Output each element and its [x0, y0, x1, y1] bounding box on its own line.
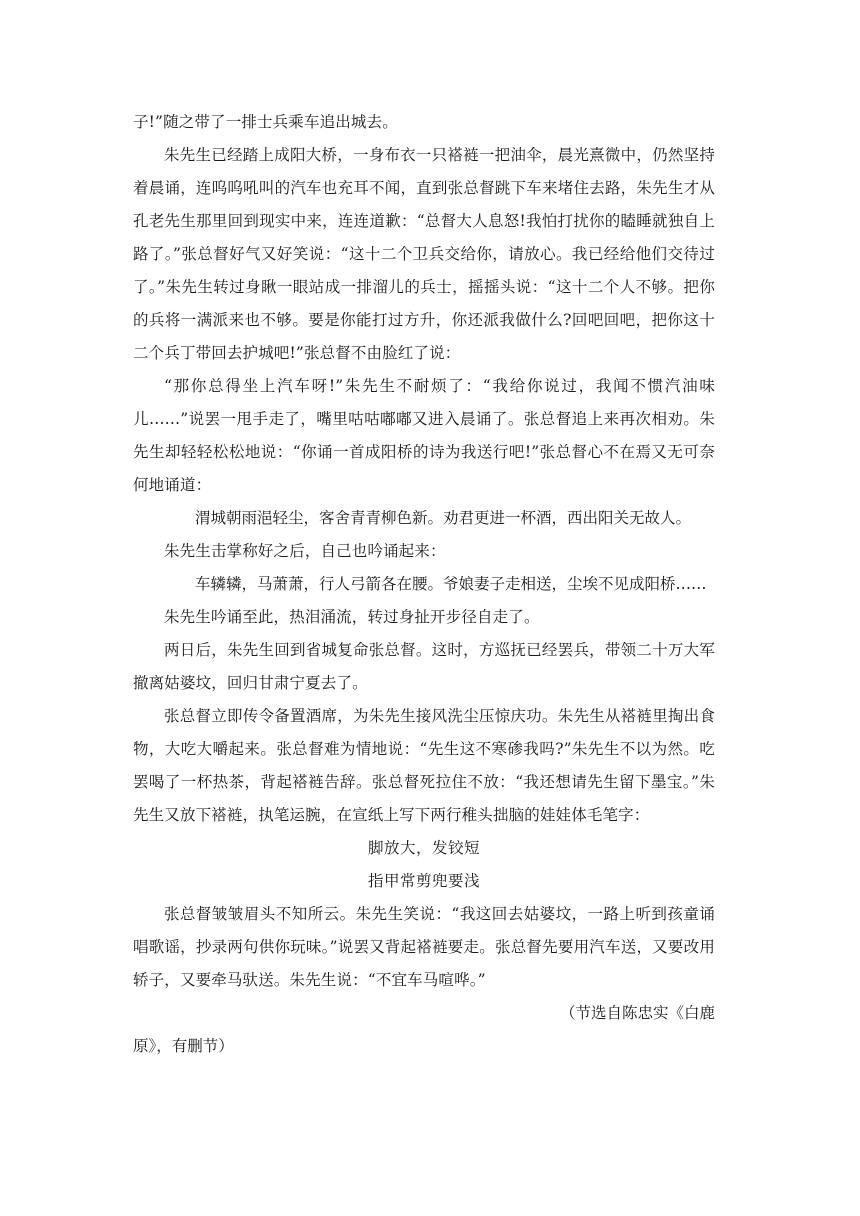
paragraph-3: “那你总得坐上汽车呀!”朱先生不耐烦了：“我给你说过，我闻不惯汽油味儿……”说罢一甩手走了，嘴里咕咕嘟嘟又进入晨诵了。张总督追上来再次相劝。朱先生却轻轻松松地说：“你诵一首成阳桥的诗为我送行吧!”张总督心不在焉又无可奈何地诵道： — [133, 377, 715, 494]
paragraph-2: 朱先生已经踏上成阳大桥，一身布衣一只褡裢一把油伞，晨光熹微中，仍然坚持着晨诵，连呜呜吼叫的汽车也充耳不闻，直到张总督跳下车来堵住去路，朱先生才从孔老先生那里回到现实中来，连连道歉：“总督大人息怒!我怕打扰你的瞌睡就独自上路了。”张总督好气又好笑说：“这十二个卫兵交给你，请放心。我已经给他们交待过了。”朱先生转过身瞅一眼站成一排溜儿的兵士，摇摇头说：“这十二个人不够。把你的兵将一满派来也不够。要是你能打过方升，你还派我做什么?回吧回吧，把你这十二个兵丁带回去护城吧!”张总督不由脸红了说： — [133, 146, 715, 362]
paragraph-4: 朱先生击掌称好之后，自己也吟诵起来： — [164, 542, 446, 560]
paragraph-1: 子!”随之带了一排士兵乘车追出城去。 — [133, 113, 398, 131]
calligraphy-line-2: 指甲常剪兜要浅 — [367, 872, 480, 890]
source-citation-tail: 原》，有删节） — [133, 1037, 234, 1055]
paragraph-8: 张总督皱皱眉头不知所云。朱先生笑说：“我这回去姑婆坟，一路上听到孩童诵唱歌谣，抄录两句供你玩味。”说罢又背起褡裢要走。张总督先要用汽车送，又要改用轿子，又要牵马驮送。朱先生说：“不宜车马喧哗。” — [133, 905, 715, 989]
poem-weicheng: 渭城朝雨浥轻尘，客舍青青柳色新。劝君更进一杯酒，西出阳关无故人。 — [195, 509, 692, 527]
paragraph-5: 朱先生吟诵至此，热泪涌流，转过身扯开步径自走了。 — [164, 608, 540, 626]
poem-chelin: 车辚辚，马萧萧，行人弓箭各在腰。爷娘妻子走相送，尘埃不见成阳桥…… — [195, 575, 707, 593]
paragraph-6: 两日后，朱先生回到省城复命张总督。这时，方巡抚已经罢兵，带领二十万大军撤离姑婆坟，回归甘肃宁夏去了。 — [133, 641, 715, 692]
source-citation: （节选自陈忠实《白鹿 — [559, 1004, 715, 1022]
paragraph-7: 张总督立即传令备置酒席，为朱先生接风洗尘压惊庆功。朱先生从褡裢里掏出食物，大吃大嚼起来。张总督难为情地说：“先生这不寒碜我吗?”朱先生不以为然。吃罢喝了一杯热茶，背起褡裢告辞。张总督死拉住不放：“我还想请先生留下墨宝。”朱先生又放下褡裢，执笔运腕，在宣纸上写下两行稚头拙脑的娃娃体毛笔字： — [133, 707, 715, 824]
calligraphy-line-1: 脚放大，发铰短 — [367, 839, 480, 857]
